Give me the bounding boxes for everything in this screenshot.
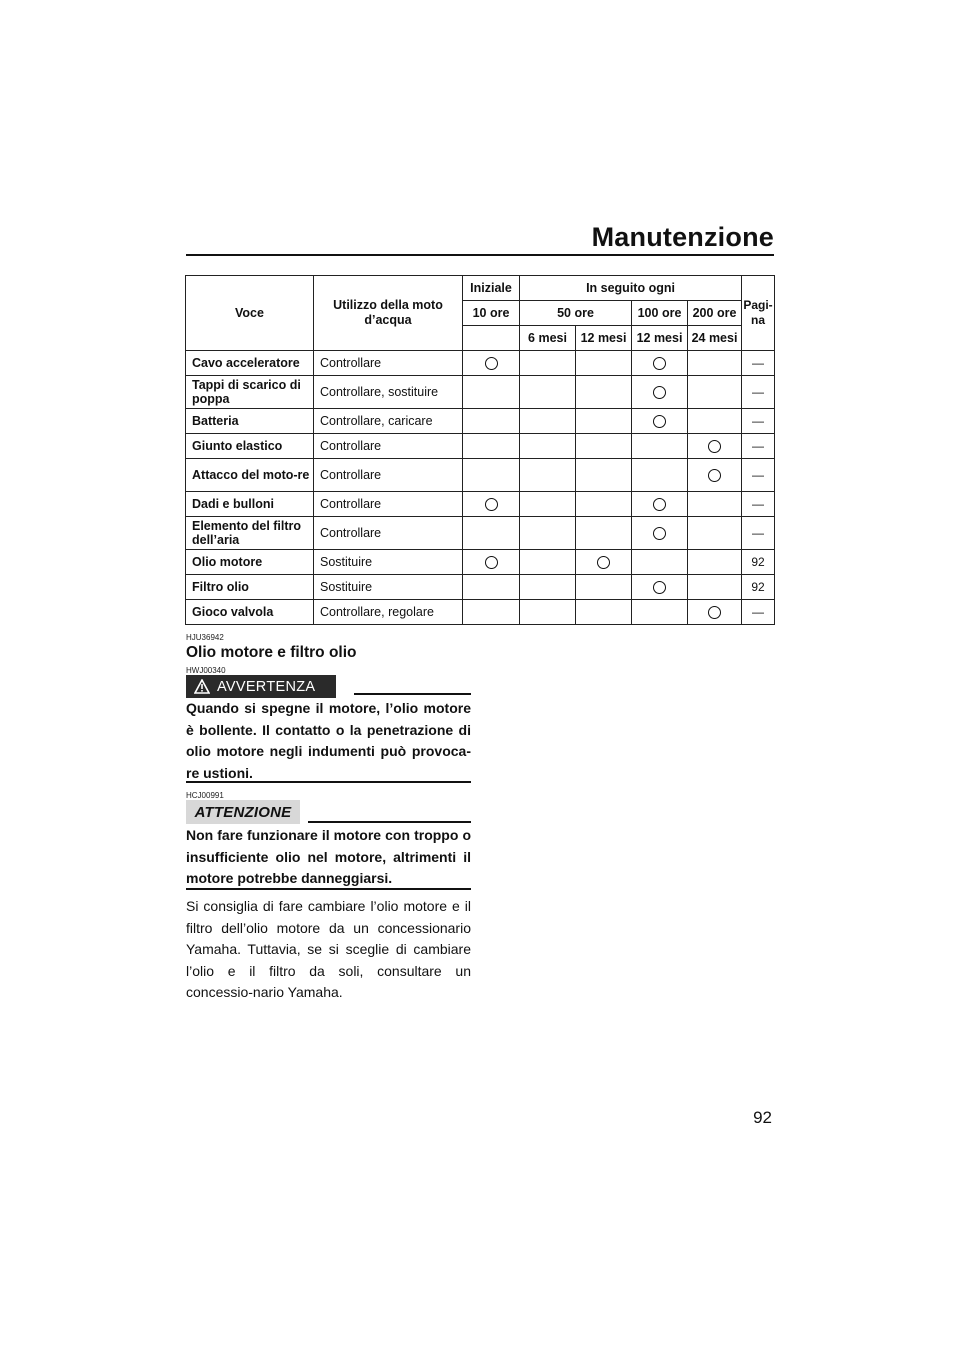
interval-cell (520, 459, 576, 492)
row-item: Cavo acceleratore (186, 351, 314, 376)
warning-text: Quando si spegne il motore, l’olio motore è bollente. Il contatto o la penetrazione di olio motore negli indumenti può provoca-re ustioni. (186, 700, 471, 781)
row-page: — (742, 517, 775, 550)
page-number: 92 (753, 1108, 772, 1127)
interval-cell (632, 376, 688, 409)
table-row (186, 517, 775, 550)
interval-cell (520, 409, 576, 434)
check-circle-icon (653, 386, 666, 399)
header-100-ore: 100 ore (632, 301, 688, 326)
interval-cell (576, 409, 632, 434)
check-circle-icon (708, 606, 721, 619)
interval-cell (576, 492, 632, 517)
header-voce: Voce (186, 276, 314, 351)
row-action: Controllare, sostituire (314, 376, 463, 409)
body-paragraph: Si consiglia di fare cambiare l’olio motore e il filtro dell’olio motore da un concessionario Yamaha. Tuttavia, se si sceglie di cambiare l’olio e il filtro da soli, consultare un concessio-nario Yamaha. (186, 898, 471, 1000)
row-action: Sostituire (314, 550, 463, 575)
header-in-seguito: In seguito ogni (520, 276, 742, 301)
check-circle-icon (653, 357, 666, 370)
interval-cell (463, 459, 520, 492)
row-item: Dadi e bulloni (186, 492, 314, 517)
check-circle-icon (653, 415, 666, 428)
table-row (186, 434, 775, 459)
row-item: Tappi di scarico di poppa (186, 376, 314, 409)
table-row (186, 459, 775, 492)
table-header (186, 276, 775, 351)
section-title: Olio motore e filtro olio (186, 644, 357, 661)
interval-cell (688, 517, 742, 550)
table-row (186, 351, 775, 376)
interval-cell (632, 492, 688, 517)
check-circle-icon (708, 440, 721, 453)
header-6-mesi: 6 mesi (520, 326, 576, 351)
row-page: 92 (742, 575, 775, 600)
row-item: Batteria (186, 409, 314, 434)
interval-cell (463, 434, 520, 459)
caution-code: HCJ00991 (186, 791, 224, 800)
row-action: Controllare, regolare (314, 600, 463, 625)
warning-bottom-rule (186, 781, 471, 783)
header-empty (463, 326, 520, 351)
interval-cell (520, 434, 576, 459)
row-action: Controllare (314, 492, 463, 517)
caution-badge: ATTENZIONE (186, 800, 300, 824)
interval-cell (688, 351, 742, 376)
interval-cell (576, 351, 632, 376)
row-action: Controllare (314, 434, 463, 459)
interval-cell (576, 575, 632, 600)
caution-top-rule (308, 821, 471, 823)
warning-top-rule (354, 693, 471, 695)
caution-bottom-rule (186, 888, 471, 890)
table-row (186, 409, 775, 434)
interval-cell (688, 459, 742, 492)
interval-cell (576, 517, 632, 550)
interval-cell (688, 575, 742, 600)
warning-code: HWJ00340 (186, 666, 226, 675)
interval-cell (520, 351, 576, 376)
table-row (186, 600, 775, 625)
interval-cell (632, 550, 688, 575)
interval-cell (463, 351, 520, 376)
check-circle-icon (653, 527, 666, 540)
row-action: Sostituire (314, 575, 463, 600)
header-10-ore: 10 ore (463, 301, 520, 326)
row-page: 92 (742, 550, 775, 575)
interval-cell (688, 550, 742, 575)
row-page: — (742, 434, 775, 459)
header-12-mesi-2: 12 mesi (632, 326, 688, 351)
section-code: HJU36942 (186, 633, 224, 642)
row-page: — (742, 409, 775, 434)
interval-cell (463, 550, 520, 575)
interval-cell (520, 575, 576, 600)
interval-cell (576, 550, 632, 575)
check-circle-icon (485, 498, 498, 511)
interval-cell (463, 517, 520, 550)
check-circle-icon (485, 357, 498, 370)
row-item: Attacco del moto-re (186, 459, 314, 492)
header-pagina: Pagi-na (742, 276, 775, 351)
interval-cell (576, 459, 632, 492)
row-action: Controllare (314, 351, 463, 376)
interval-cell (632, 459, 688, 492)
table-row (186, 575, 775, 600)
interval-cell (520, 600, 576, 625)
interval-cell (463, 376, 520, 409)
row-item: Filtro olio (186, 575, 314, 600)
table-body (186, 351, 775, 625)
interval-cell (632, 434, 688, 459)
interval-cell (688, 492, 742, 517)
row-item: Gioco valvola (186, 600, 314, 625)
header-12-mesi: 12 mesi (576, 326, 632, 351)
check-circle-icon (653, 498, 666, 511)
header-rule (186, 254, 774, 256)
interval-cell (520, 492, 576, 517)
interval-cell (688, 409, 742, 434)
row-action: Controllare, caricare (314, 409, 463, 434)
caution-text: Non fare funzionare il motore con troppo o insufficiente olio nel motore, altrimenti il motore potrebbe danneggiarsi. (186, 827, 471, 886)
warning-triangle-icon (194, 679, 210, 694)
header-50-ore: 50 ore (520, 301, 632, 326)
row-page: — (742, 492, 775, 517)
interval-cell (463, 409, 520, 434)
row-page: — (742, 351, 775, 376)
row-item: Elemento del filtro dell’aria (186, 517, 314, 550)
page-header-title: Manutenzione (591, 222, 774, 252)
table-row (186, 550, 775, 575)
table-row (186, 492, 775, 517)
interval-cell (632, 575, 688, 600)
header-utilizzo: Utilizzo della moto d’acqua (314, 276, 463, 351)
row-action: Controllare (314, 517, 463, 550)
interval-cell (632, 600, 688, 625)
interval-cell (520, 517, 576, 550)
interval-cell (632, 409, 688, 434)
interval-cell (688, 600, 742, 625)
check-circle-icon (708, 469, 721, 482)
interval-cell (520, 550, 576, 575)
row-item: Giunto elastico (186, 434, 314, 459)
row-page: — (742, 600, 775, 625)
interval-cell (632, 351, 688, 376)
check-circle-icon (485, 556, 498, 569)
row-page: — (742, 459, 775, 492)
row-item: Olio motore (186, 550, 314, 575)
interval-cell (463, 600, 520, 625)
row-page: — (742, 376, 775, 409)
interval-cell (632, 517, 688, 550)
table-row (186, 376, 775, 409)
interval-cell (463, 492, 520, 517)
check-circle-icon (597, 556, 610, 569)
interval-cell (463, 575, 520, 600)
warning-label: AVVERTENZA (217, 678, 316, 695)
interval-cell (576, 600, 632, 625)
header-200-ore: 200 ore (688, 301, 742, 326)
interval-cell (688, 376, 742, 409)
interval-cell (576, 376, 632, 409)
header-iniziale: Iniziale (463, 276, 520, 301)
row-action: Controllare (314, 459, 463, 492)
check-circle-icon (653, 581, 666, 594)
interval-cell (520, 376, 576, 409)
maintenance-table (185, 275, 775, 625)
warning-badge (186, 675, 336, 698)
interval-cell (576, 434, 632, 459)
header-24-mesi: 24 mesi (688, 326, 742, 351)
interval-cell (688, 434, 742, 459)
